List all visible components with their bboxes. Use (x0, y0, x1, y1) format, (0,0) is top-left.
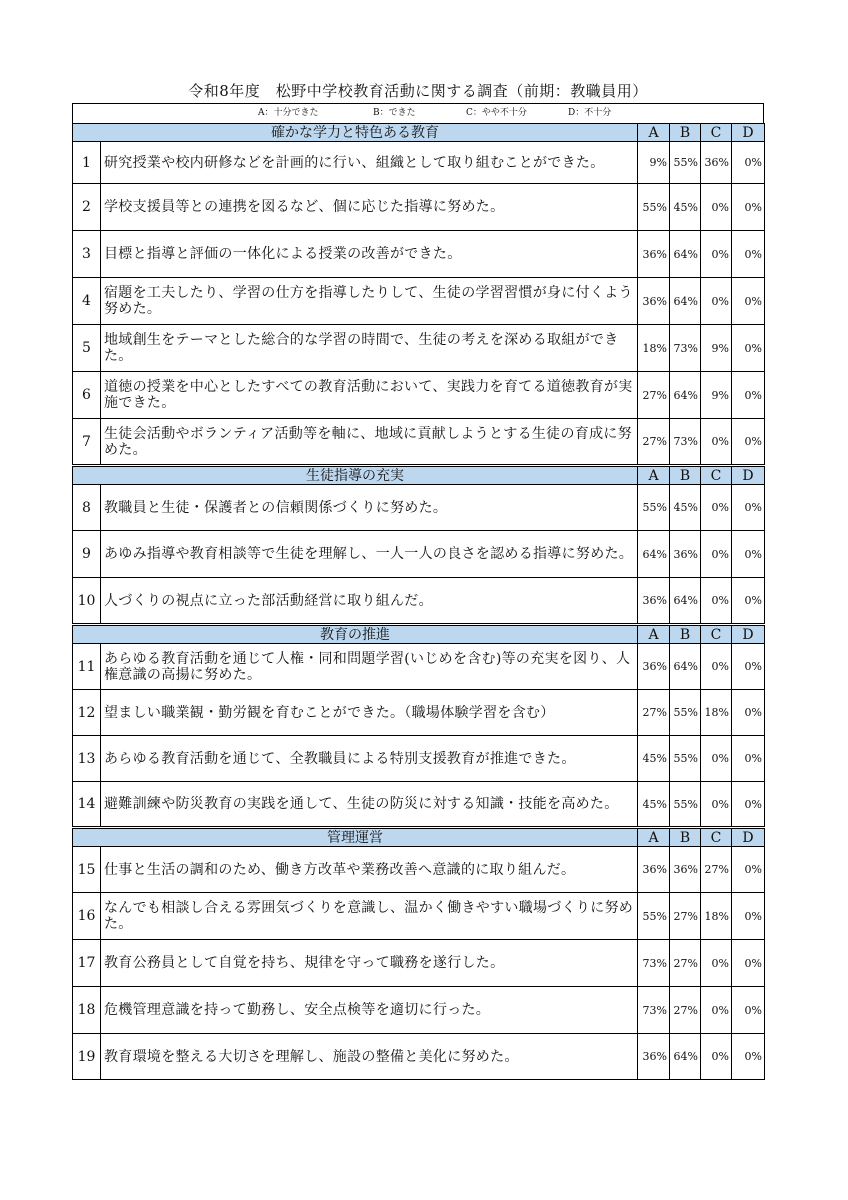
rating-a-percent: 73% (638, 940, 670, 987)
rating-c-percent: 0% (701, 1034, 732, 1080)
legend-d: D：不十分 (568, 108, 612, 118)
rating-c-percent: 0% (701, 278, 732, 325)
column-header-d: D (732, 124, 765, 142)
rating-a-percent: 36% (638, 847, 670, 893)
rating-b-percent: 55% (670, 736, 701, 782)
item-number: 3 (73, 231, 101, 278)
column-header-c: C (701, 466, 732, 485)
legend-b: B：できた (373, 108, 416, 118)
item-number: 4 (73, 278, 101, 325)
section-header (73, 828, 765, 847)
item-text: 学校支援員等との連携を図るなど、個に応じた指導に努めた。 (101, 184, 638, 231)
item-number: 12 (73, 690, 101, 736)
item-number: 10 (73, 578, 101, 625)
item-text: 教職員と生徒・保護者との信頼関係づくりに努めた。 (101, 485, 638, 531)
rating-b-percent: 64% (670, 372, 701, 419)
item-text: あらゆる教育活動を通じて人権・同和問題学習(いじめを含む)等の充実を図り、人権意識の高揚に努めた。 (101, 644, 638, 690)
rating-c-percent: 27% (701, 847, 732, 893)
column-header-b: B (670, 828, 701, 847)
rating-b-percent: 36% (670, 531, 701, 578)
rating-d-percent: 0% (732, 940, 765, 987)
table-row (73, 372, 765, 419)
column-header-d: D (732, 828, 765, 847)
rating-d-percent: 0% (732, 987, 765, 1034)
rating-b-percent: 73% (670, 325, 701, 372)
table-row (73, 531, 765, 578)
item-number: 19 (73, 1034, 101, 1080)
rating-d-percent: 0% (732, 893, 765, 940)
rating-c-percent: 0% (701, 782, 732, 828)
item-text: 地域創生をテーマとした総合的な学習の時間で、生徒の考えを深める取組ができた。 (101, 325, 638, 372)
rating-c-percent: 0% (701, 531, 732, 578)
item-number: 6 (73, 372, 101, 419)
rating-c-percent: 0% (701, 940, 732, 987)
table-row (73, 578, 765, 625)
rating-c-percent: 0% (701, 231, 732, 278)
rating-c-percent: 36% (701, 142, 732, 184)
rating-c-percent: 9% (701, 325, 732, 372)
table-row (73, 485, 765, 531)
table-row (73, 736, 765, 782)
item-number: 1 (73, 142, 101, 184)
item-number: 13 (73, 736, 101, 782)
rating-a-percent: 27% (638, 419, 670, 466)
rating-c-percent: 18% (701, 690, 732, 736)
section-title: 管理運営 (73, 828, 638, 847)
table-row (73, 184, 765, 231)
item-text: 教育公務員として自覚を持ち、規律を守って職務を遂行した。 (101, 940, 638, 987)
table-row (73, 1034, 765, 1080)
rating-b-percent: 73% (670, 419, 701, 466)
rating-d-percent: 0% (732, 736, 765, 782)
item-number: 5 (73, 325, 101, 372)
rating-b-percent: 64% (670, 578, 701, 625)
rating-b-percent: 27% (670, 940, 701, 987)
column-header-a: A (638, 124, 670, 142)
rating-b-percent: 55% (670, 782, 701, 828)
item-number: 17 (73, 940, 101, 987)
rating-a-percent: 45% (638, 736, 670, 782)
item-text: 生徒会活動やボランティア活動等を軸に、地域に貢献しようとする生徒の育成に努めた。 (101, 419, 638, 466)
rating-d-percent: 0% (732, 485, 765, 531)
rating-d-percent: 0% (732, 690, 765, 736)
table-row (73, 847, 765, 893)
section-title: 教育の推進 (73, 625, 638, 644)
rating-a-percent: 27% (638, 372, 670, 419)
item-text: 人づくりの視点に立った部活動経営に取り組んだ。 (101, 578, 638, 625)
table-row (73, 940, 765, 987)
table-row (73, 893, 765, 940)
table-row (73, 987, 765, 1034)
column-header-c: C (701, 828, 732, 847)
rating-d-percent: 0% (732, 278, 765, 325)
item-text: 教育環境を整える大切さを理解し、施設の整備と美化に努めた。 (101, 1034, 638, 1080)
table-row (73, 278, 765, 325)
legend-a: A：十分できた (258, 108, 319, 118)
item-text: 仕事と生活の調和のため、働き方改革や業務改善へ意識的に取り組んだ。 (101, 847, 638, 893)
section-header (73, 466, 765, 485)
rating-a-percent: 55% (638, 893, 670, 940)
table-row (73, 644, 765, 690)
table-row (73, 690, 765, 736)
legend-row (72, 103, 764, 123)
rating-a-percent: 9% (638, 142, 670, 184)
rating-d-percent: 0% (732, 142, 765, 184)
rating-a-percent: 55% (638, 184, 670, 231)
rating-d-percent: 0% (732, 372, 765, 419)
column-header-a: A (638, 625, 670, 644)
item-text: 避難訓練や防災教育の実践を通して、生徒の防災に対する知識・技能を高めた。 (101, 782, 638, 828)
rating-b-percent: 55% (670, 142, 701, 184)
column-header-b: B (670, 124, 701, 142)
item-text: 目標と指導と評価の一体化による授業の改善ができた。 (101, 231, 638, 278)
item-number: 15 (73, 847, 101, 893)
rating-d-percent: 0% (732, 578, 765, 625)
rating-c-percent: 0% (701, 419, 732, 466)
table-row (73, 142, 765, 184)
rating-a-percent: 36% (638, 578, 670, 625)
rating-c-percent: 0% (701, 485, 732, 531)
column-header-c: C (701, 625, 732, 644)
rating-b-percent: 36% (670, 847, 701, 893)
item-number: 16 (73, 893, 101, 940)
rating-c-percent: 0% (701, 184, 732, 231)
rating-a-percent: 36% (638, 1034, 670, 1080)
rating-a-percent: 55% (638, 485, 670, 531)
rating-a-percent: 36% (638, 644, 670, 690)
item-number: 18 (73, 987, 101, 1034)
table-row (73, 419, 765, 466)
rating-c-percent: 18% (701, 893, 732, 940)
column-header-a: A (638, 466, 670, 485)
item-number: 7 (73, 419, 101, 466)
rating-b-percent: 64% (670, 278, 701, 325)
rating-d-percent: 0% (732, 847, 765, 893)
rating-d-percent: 0% (732, 325, 765, 372)
rating-d-percent: 0% (732, 184, 765, 231)
column-header-a: A (638, 828, 670, 847)
item-number: 8 (73, 485, 101, 531)
table-row (73, 782, 765, 828)
rating-a-percent: 36% (638, 231, 670, 278)
section-header (73, 124, 765, 142)
rating-d-percent: 0% (732, 231, 765, 278)
rating-a-percent: 45% (638, 782, 670, 828)
legend-c: C：やや不十分 (466, 108, 527, 118)
item-text: あらゆる教育活動を通じて、全教職員による特別支援教育が推進できた。 (101, 736, 638, 782)
rating-d-percent: 0% (732, 419, 765, 466)
item-number: 11 (73, 644, 101, 690)
rating-d-percent: 0% (732, 644, 765, 690)
rating-b-percent: 45% (670, 184, 701, 231)
column-header-d: D (732, 625, 765, 644)
rating-b-percent: 64% (670, 231, 701, 278)
rating-a-percent: 27% (638, 690, 670, 736)
page-title: 令和8年度 松野中学校教育活動に関する調査（前期：教職員用） (188, 82, 648, 100)
section-title: 生徒指導の充実 (73, 466, 638, 485)
table-row (73, 231, 765, 278)
rating-d-percent: 0% (732, 782, 765, 828)
rating-c-percent: 0% (701, 644, 732, 690)
rating-a-percent: 73% (638, 987, 670, 1034)
rating-a-percent: 36% (638, 278, 670, 325)
rating-c-percent: 0% (701, 736, 732, 782)
column-header-c: C (701, 124, 732, 142)
item-text: 宿題を工夫したり、学習の仕方を指導したりして、生徒の学習習慣が身に付くよう努めた。 (101, 278, 638, 325)
rating-c-percent: 0% (701, 987, 732, 1034)
section-header (73, 625, 765, 644)
rating-b-percent: 64% (670, 644, 701, 690)
item-text: あゆみ指導や教育相談等で生徒を理解し、一人一人の良さを認める指導に努めた。 (101, 531, 638, 578)
item-number: 14 (73, 782, 101, 828)
rating-c-percent: 0% (701, 578, 732, 625)
rating-d-percent: 0% (732, 1034, 765, 1080)
rating-c-percent: 9% (701, 372, 732, 419)
item-text: なんでも相談し合える雰囲気づくりを意識し、温かく働きやすい職場づくりに努めた。 (101, 893, 638, 940)
table-row (73, 325, 765, 372)
rating-a-percent: 64% (638, 531, 670, 578)
item-text: 危機管理意識を持って勤務し、安全点検等を適切に行った。 (101, 987, 638, 1034)
item-number: 9 (73, 531, 101, 578)
column-header-b: B (670, 625, 701, 644)
column-header-d: D (732, 466, 765, 485)
rating-d-percent: 0% (732, 531, 765, 578)
rating-b-percent: 45% (670, 485, 701, 531)
item-text: 道徳の授業を中心としたすべての教育活動において、実践力を育てる道徳教育が実施できた。 (101, 372, 638, 419)
item-text: 望ましい職業観・勤労観を育むことができた。（職場体験学習を含む） (101, 690, 638, 736)
item-number: 2 (73, 184, 101, 231)
rating-a-percent: 18% (638, 325, 670, 372)
item-text: 研究授業や校内研修などを計画的に行い、組織として取り組むことができた。 (101, 142, 638, 184)
rating-b-percent: 27% (670, 893, 701, 940)
rating-b-percent: 27% (670, 987, 701, 1034)
rating-b-percent: 64% (670, 1034, 701, 1080)
section-title: 確かな学力と特色ある教育 (73, 124, 638, 142)
rating-b-percent: 55% (670, 690, 701, 736)
survey-table (72, 123, 765, 1080)
column-header-b: B (670, 466, 701, 485)
